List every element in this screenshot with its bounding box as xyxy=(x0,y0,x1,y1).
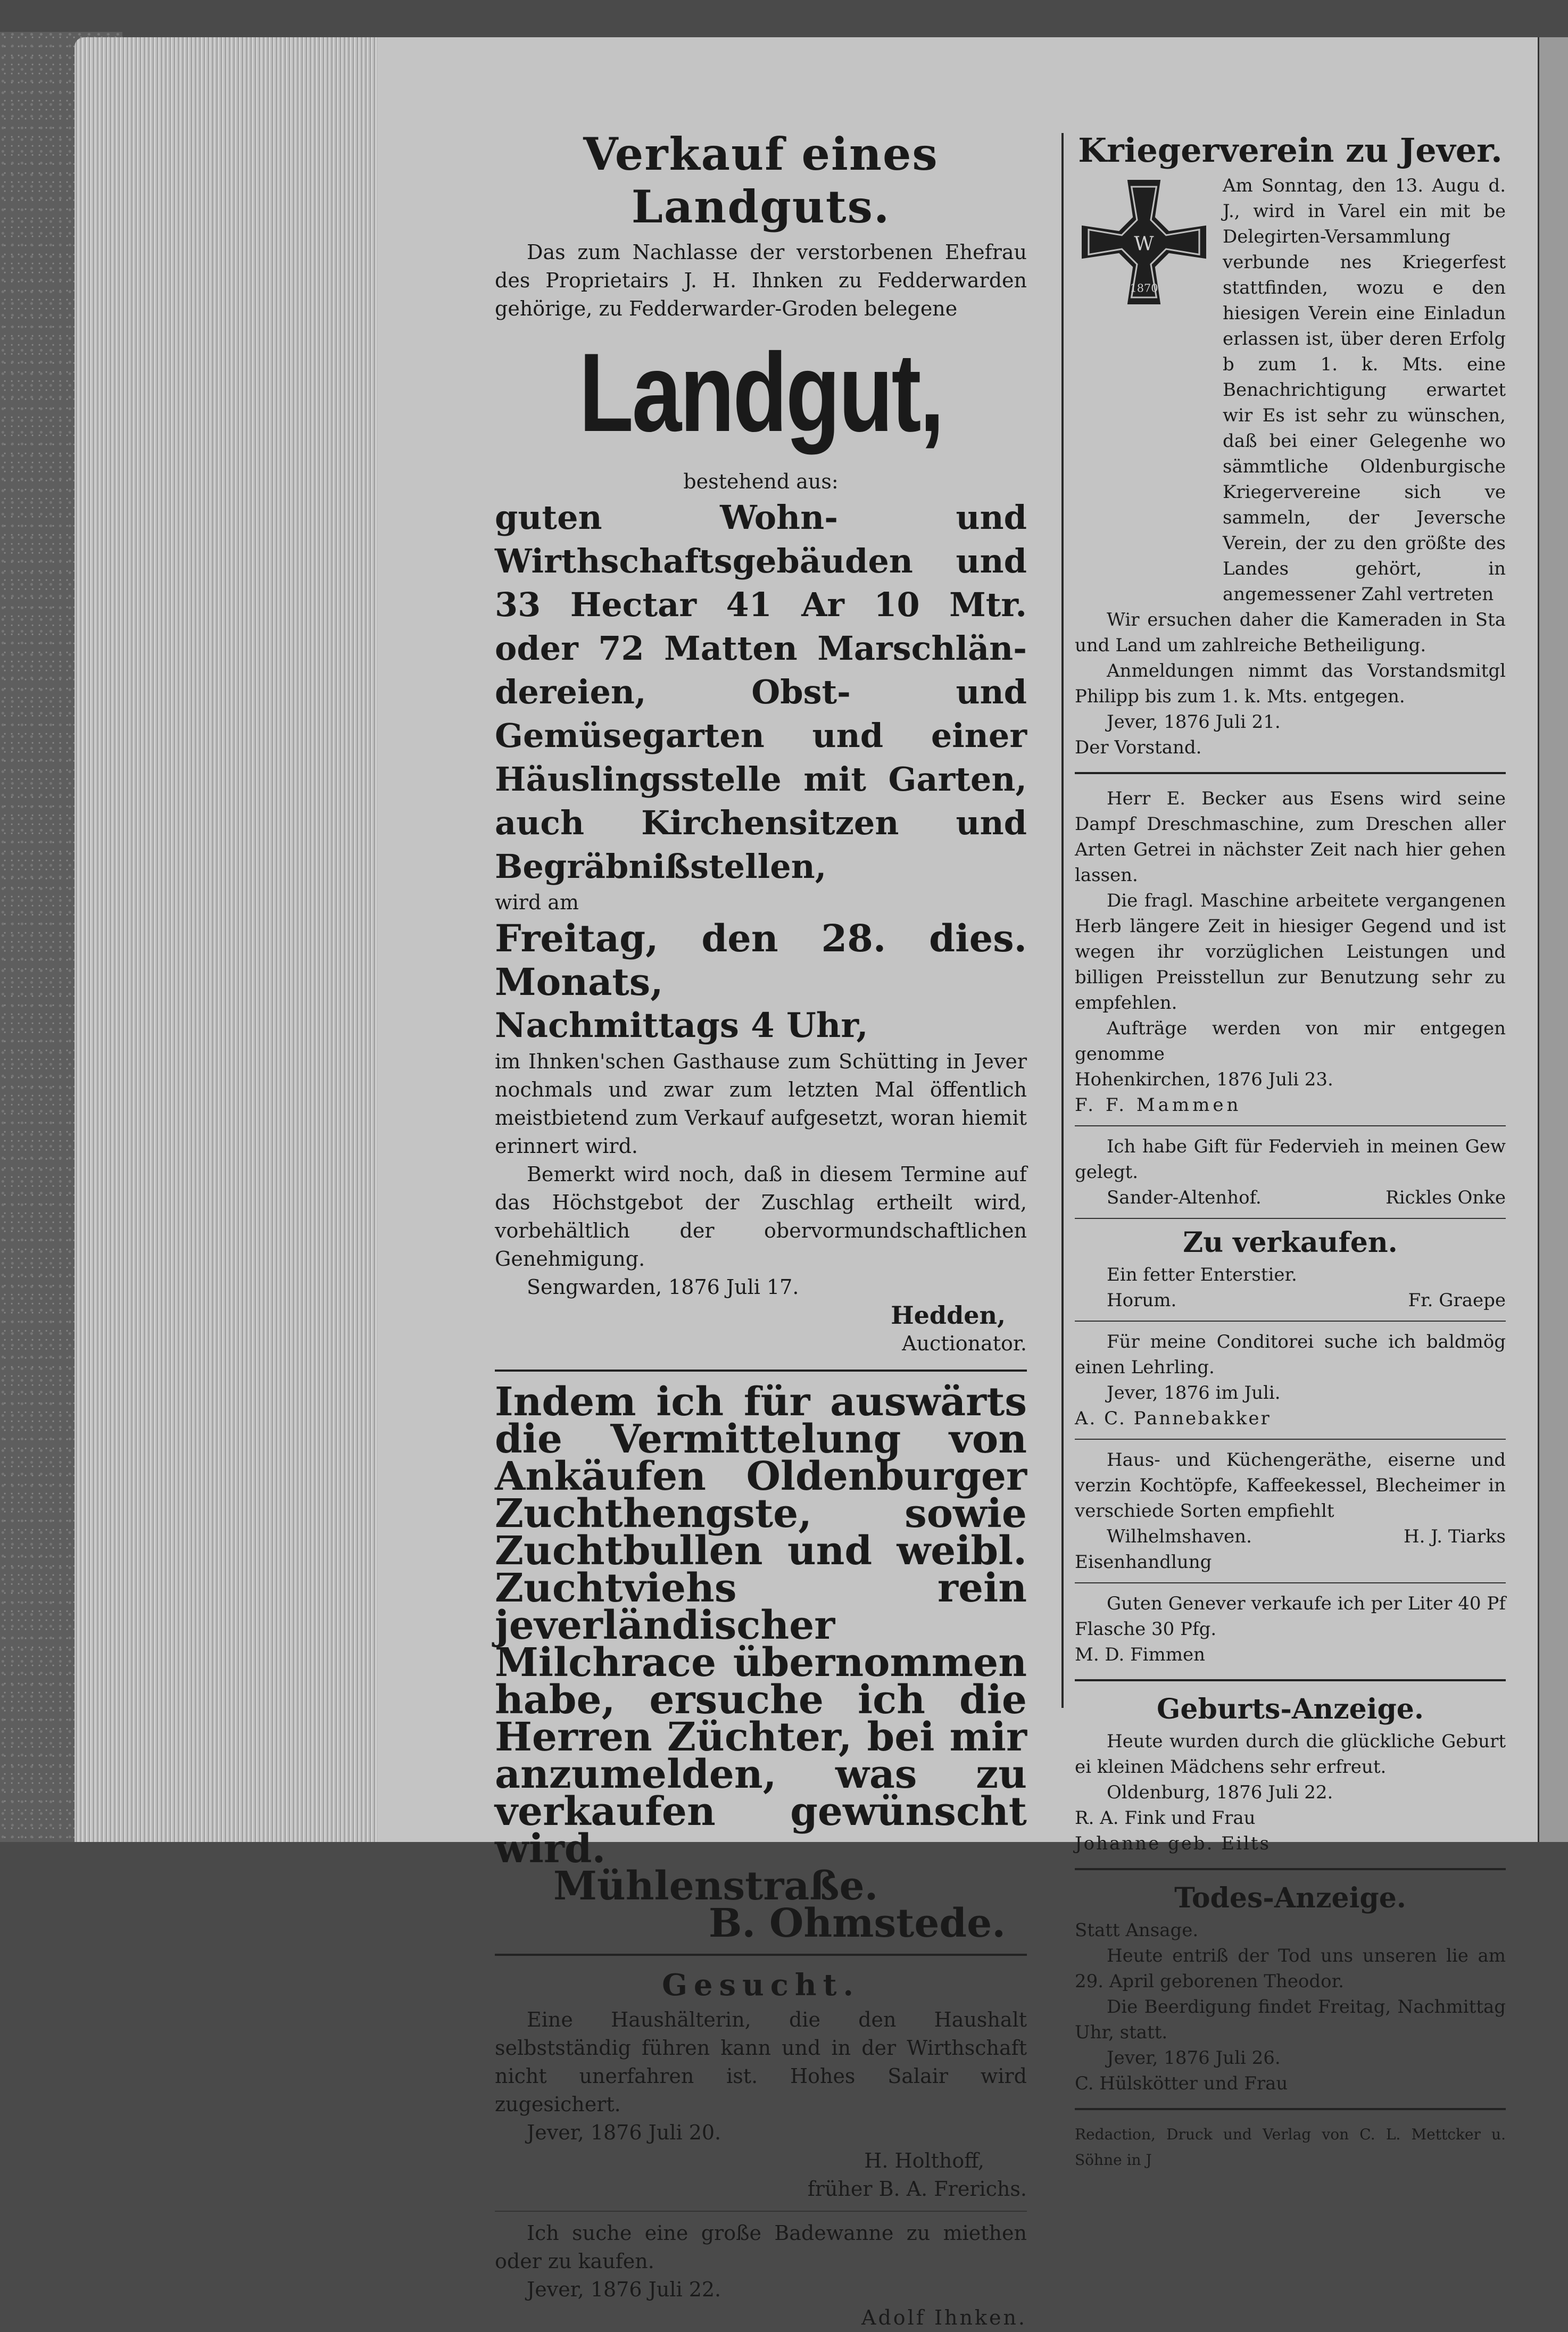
ad-big-word: Landgut, xyxy=(579,330,943,455)
ad-paragraph: Heute entriß der Tod uns unseren lie am 29. April geborenen Theodor. xyxy=(1075,1945,1506,1992)
cross-letter: W xyxy=(1134,232,1154,255)
ad-title: Gesucht. xyxy=(662,1968,860,2003)
ad-details: im Ihnken'schen Gasthause zum Schütting in Jever nochmals und zwar zum letzten Mal öffentlich meistbietend zum Verkauf aufgesetzt, woran hiemit erinnert wird. xyxy=(495,1050,1027,1158)
next-page-edge xyxy=(1538,37,1568,1842)
page-stack xyxy=(74,37,378,1842)
ad-body: Ich suche eine große Badewanne zu miethen oder zu kaufen. xyxy=(495,2221,1027,2273)
ad-conditorei xyxy=(1075,1329,1506,1431)
ad-paragraph: Die fragl. Maschine arbeitete vergangenen Herb längere Zeit in hiesiger Gegend und ist wegen ihr vorzüglichen Leistungen und billigen Preisstellun zur Benutzung sehr zu empfehlen. xyxy=(1075,890,1506,1014)
ad-place-date: Jever, 1876 im Juli. xyxy=(1107,1382,1281,1404)
ad-title: Todes-Anzeige. xyxy=(1174,1882,1406,1914)
ad-eisenhandlung xyxy=(1075,1447,1506,1575)
divider xyxy=(1075,1439,1506,1440)
ad-place-date: Jever, 1876 Juli 20. xyxy=(527,2121,721,2144)
ad-title: Zu verkaufen. xyxy=(1183,1226,1398,1259)
divider xyxy=(495,1954,1027,1956)
ad-note: Bemerkt wird noch, daß in diesem Termine auf das Höchstgebot der Zuschlag ertheilt wird, vorbehältlich der obervormundschaftlichen Genehmigung. xyxy=(495,1163,1027,1271)
ad-zuchtvieh xyxy=(495,1379,1027,1946)
ad-signer: R. A. Fink und Frau xyxy=(1075,1807,1256,1829)
ad-place-date: Jever, 1876 Juli 22. xyxy=(527,2278,721,2301)
ad-tod xyxy=(1075,1882,1506,2096)
ad-body: Ich habe Gift für Federvieh in meinen Gew gelegt. xyxy=(1075,1136,1506,1183)
divider xyxy=(495,1370,1027,1372)
ad-street: Mühlenstraße. xyxy=(553,1863,878,1909)
ad-body: Haus- und Küchengeräthe, eiserne und verzin Kochtöpfe, Kaffeekessel, Blecheimer in verschiede Sorten empfiehlt xyxy=(1075,1449,1506,1522)
ad-text: wird am xyxy=(495,891,579,914)
divider xyxy=(1075,1582,1506,1583)
ad-place-date: Jever, 1876 Juli 26. xyxy=(1107,2047,1281,2069)
ad-signer: M. D. Fimmen xyxy=(1075,1644,1206,1665)
column-divider xyxy=(1061,133,1064,1708)
ad-paragraph: Herr E. Becker aus Esens wird seine Dampf Dreschmaschine, zum Dreschen aller Arten Getrei in nächster Zeit nach hier gehen lassen. xyxy=(1075,788,1506,886)
ad-place: Horum. xyxy=(1107,1290,1177,1311)
divider xyxy=(1075,1868,1506,1870)
ad-time-line: Nachmittags 4 Uhr, xyxy=(495,1006,868,1045)
right-column xyxy=(1075,128,1506,2173)
ad-kriegerverein xyxy=(1075,131,1506,760)
ad-paragraph: Die Beerdigung findet Freitag, Nachmittag Uhr, statt. xyxy=(1075,1996,1506,2043)
ad-zu-verkaufen xyxy=(1075,1226,1506,1313)
ad-signer-2: früher B. A. Frerichs. xyxy=(807,2177,1027,2201)
ad-signer: Hedden, xyxy=(891,1301,1006,1330)
ad-badewanne xyxy=(495,2219,1027,2332)
ad-place-date: Oldenburg, 1876 Juli 22. xyxy=(1107,1782,1333,1803)
ad-geburt xyxy=(1075,1693,1506,1856)
ad-title: Kriegerverein zu Jever. xyxy=(1078,131,1503,170)
ad-place-date: Hohenkirchen, 1876 Juli 23. xyxy=(1075,1069,1333,1090)
ad-signer: H. Holthoff, xyxy=(864,2149,984,2172)
ad-gift xyxy=(1075,1134,1506,1210)
divider xyxy=(1075,1125,1506,1126)
ad-subtitle: bestehend aus: xyxy=(683,470,839,493)
ad-date-line: Freitag, den 28. dies. Monats, xyxy=(495,916,1027,1004)
ad-body: Eine Haushälterin, die den Haushalt selbstständig führen kann und in der Wirthschaft nicht unerfahren ist. Hohes Salair wird zugesichert. xyxy=(495,2008,1027,2116)
ad-signer: Der Vorstand. xyxy=(1075,737,1202,758)
ad-signer: Adolf Ihnken. xyxy=(861,2306,1027,2329)
ad-place: Sander-Altenhof. xyxy=(1107,1187,1262,1208)
ad-paragraph: Anmeldungen nimmt das Vorstandsmitgl Philipp bis zum 1. k. Mts. entgegen. xyxy=(1075,660,1506,707)
ad-body: guten Wohn- und Wirthschaftsgebäuden und 33 Hectar 41 Ar 10 Mtr. oder 72 Matten Marschländereien, Obst- und Gemüsegarten und einer Häuslingsstelle mit Garten, auch Kirchensitzen und Begräbnißstellen, xyxy=(495,498,1027,886)
newspaper-page xyxy=(378,37,1538,2329)
ad-genever xyxy=(1075,1591,1506,1667)
ad-paragraph: Wir ersuchen daher die Kameraden in Sta und Land um zahlreiche Betheiligung. xyxy=(1075,609,1506,656)
ad-subtitle: Statt Ansage. xyxy=(1075,1920,1199,1941)
divider xyxy=(1075,1679,1506,1681)
iron-cross-icon xyxy=(1075,173,1213,311)
ad-signer: A. C. Pannebakker xyxy=(1075,1408,1271,1429)
ad-body: Guten Genever verkaufe ich per Liter 40 Pf Flasche 30 Pfg. xyxy=(1075,1593,1506,1640)
cross-year: 1870 xyxy=(1130,281,1158,295)
ad-signer: Rickles Onke xyxy=(1386,1187,1506,1208)
ad-body: Für meine Conditorei suche ich baldmög einen Lehrling. xyxy=(1075,1331,1506,1378)
ad-dreschmaschine xyxy=(1075,786,1506,1118)
ad-signer-2: Johanne geb. Eilts xyxy=(1075,1833,1271,1854)
ad-signer: B. Ohmstede. xyxy=(708,1901,1006,1946)
divider xyxy=(1075,772,1506,774)
ad-title: Verkauf eines Landguts. xyxy=(583,128,939,233)
ad-signer: F. F. Mammen xyxy=(1075,1094,1242,1116)
ad-signer: Fr. Graepe xyxy=(1408,1290,1506,1311)
ad-title: Geburts-Anzeige. xyxy=(1157,1693,1424,1725)
ad-place-date: Sengwarden, 1876 Juli 17. xyxy=(527,1275,799,1299)
ad-signer-2: Eisenhandlung xyxy=(1075,1551,1212,1573)
ad-signer: C. Hülskötter und Frau xyxy=(1075,2073,1288,2094)
ad-intro: Das zum Nachlasse der verstorbenen Ehefrau des Proprietairs J. H. Ihnken zu Fedderwarden gehörige, zu Fedderwarder-Groden belegene xyxy=(495,240,1027,320)
ad-place-date: Jever, 1876 Juli 21. xyxy=(1107,711,1281,733)
ad-gesucht xyxy=(495,1968,1027,2203)
ad-body: Ein fetter Enterstier. xyxy=(1107,1264,1297,1285)
ad-body: Heute wurden durch die glückliche Geburt ei kleinen Mädchens sehr erfreut. xyxy=(1075,1731,1506,1778)
ad-place: Wilhelmshaven. xyxy=(1107,1526,1252,1547)
left-column xyxy=(495,128,1027,2332)
ad-paragraph: Aufträge werden von mir entgegen genomme xyxy=(1075,1018,1506,1065)
divider xyxy=(1075,1321,1506,1322)
ad-signer: H. J. Tiarks xyxy=(1404,1526,1506,1547)
ad-signer-role: Auctionator. xyxy=(902,1332,1027,1355)
divider xyxy=(1075,2108,1506,2110)
divider xyxy=(1075,1218,1506,1219)
ad-landgut xyxy=(495,128,1027,1358)
ad-body: Am Sonntag, den 13. Augu d. J., wird in Varel ein mit be Delegirten-Versammlung verbunde nes Kriegerfest stattfinden, wozu e den hiesigen Verein eine Einladun erlassen ist, über deren Erfolg b zum 1. k. Mts. eine Benachrichtigung erwartet wir Es ist sehr zu wünschen, daß bei einer Gelegenhe wo sämmtliche Oldenburgische Kriegervereine sich ve sammeln, der Jeversche Verein, der zu den größte des Landes gehört, in angemessener Zahl vertreten xyxy=(1223,175,1506,605)
imprint: Redaction, Druck und Verlag von C. L. Mettcker u. Söhne in J xyxy=(1075,2126,1506,2169)
ad-body: Indem ich für auswärts die Vermittelung von Ankäufen Oldenburger Zuchthengste, sowie Zuchtbullen und weibl. Zuchtviehs rein jeverländischer Milchrace übernommen habe, ersuche ich die Herren Züchter, bei mir anzumelden, was zu verkaufen gewünscht wird. xyxy=(495,1379,1027,1872)
divider xyxy=(495,2211,1027,2212)
